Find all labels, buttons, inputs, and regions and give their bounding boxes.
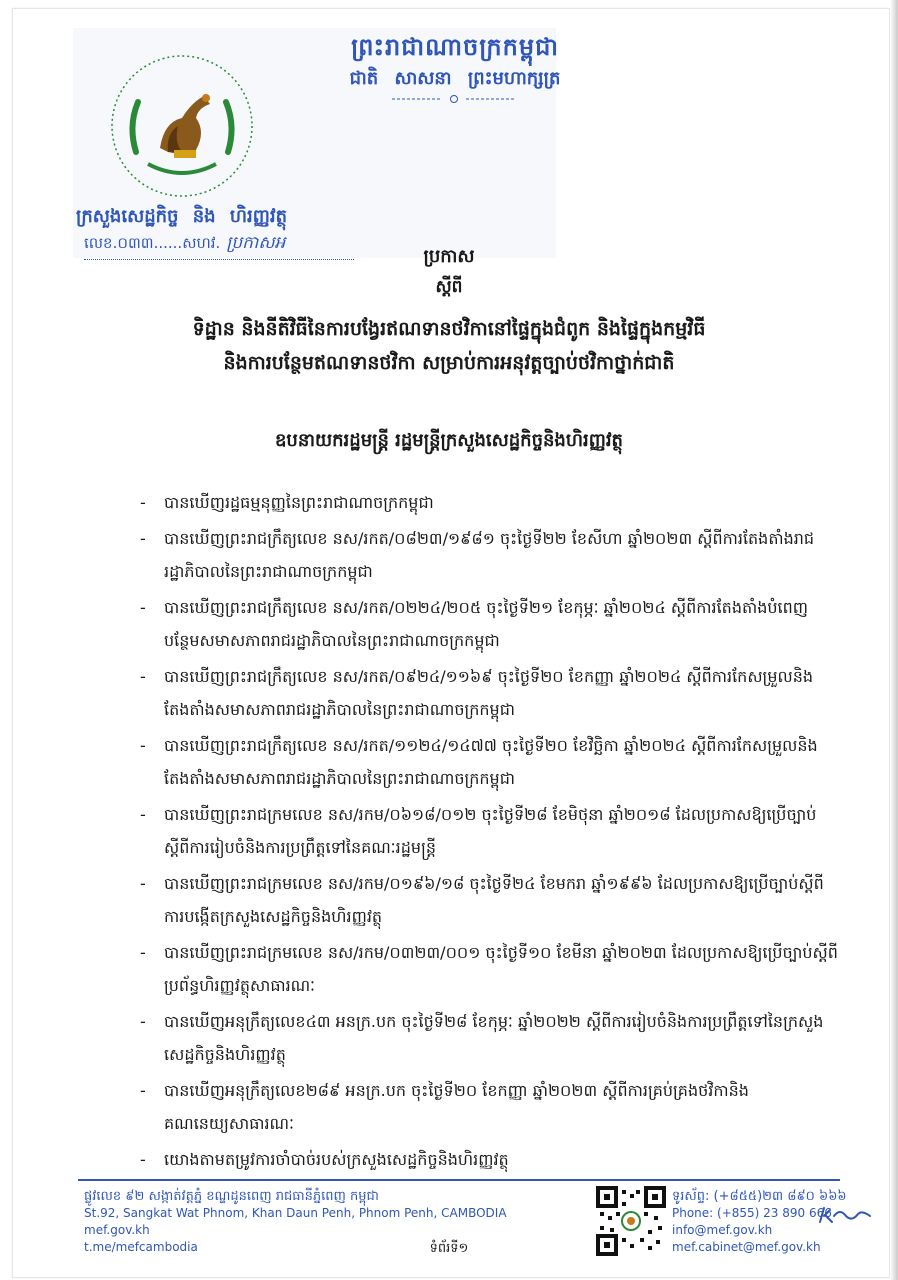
telegram-link[interactable]: t.me/mefcambodia <box>84 1240 198 1254</box>
list-item: - បានឃើញព្រះរាជក្រឹត្យលេខ នស/រកត/០៩២៤/១១៦៩ ចុះថ្ងៃទី២០ ខែកញ្ញា ឆ្នាំ២០២៤ ស្តីពីការកែសម្រួលនិងតែងតាំងសមាសភាពរាជរដ្ឋាភិបាលនៃព្រះរាជាណាចក្រកម្ពុជា <box>140 667 814 719</box>
address-english: St.92, Sangkat Wat Phnom, Khan Daun Penh, Phnom Penh, CAMBODIA <box>84 1206 507 1220</box>
document-subject <box>60 312 838 380</box>
scan-shadow <box>890 0 898 1280</box>
kingdom-motto: ជាតិ សាសនា ព្រះមហាក្សត្រ <box>349 68 561 89</box>
regarding-label: ស្តីពី <box>435 277 463 297</box>
list-item: - បានឃើញរដ្ឋធម្មនុញ្ញនៃព្រះរាជាណាចក្រកម្ពុជា <box>140 493 434 512</box>
list-item: - បានឃើញព្រះរាជក្រឹត្យលេខ នស/រកត/០៨២៣/១៩៨១ ចុះថ្ងៃទី២២ ខែសីហា ឆ្នាំ២០២៣ ស្តីពីការតែងតាំងរាជរដ្ឋាភិបាលនៃព្រះរាជាណាចក្រកម្ពុជា <box>140 529 815 581</box>
kingdom-title: ព្រះរាជាណាចក្រកម្ពុជា <box>351 33 559 61</box>
ornament-divider <box>392 94 516 104</box>
phone-english: Phone: (+855) 23 890 666 <box>672 1206 832 1220</box>
email-info-link[interactable]: info@mef.gov.kh <box>672 1223 773 1237</box>
list-item: - យោងតាមតម្រូវការចាំបាច់របស់ក្រសួងសេដ្ឋកិច្ចនិងហិរញ្ញវត្ថុ <box>140 1150 509 1169</box>
list-item: - បានឃើញអនុក្រឹត្យលេខ៤៣ អនក្រ.បក ចុះថ្ងៃទី២៨ ខែកុម្ភៈ ឆ្នាំ២០២២ ស្តីពីការរៀបចំនិងការប្រព្រឹត្តទៅនៃក្រសួងសេដ្ឋកិច្ចនិងហិរញ្ញវត្ថុ <box>140 1012 824 1064</box>
handwritten-initial-icon <box>818 1204 872 1226</box>
reference-label: លេខ.០៣៣......សហវ. <box>84 234 221 252</box>
subject-line: និងការបន្ថែមឥណទានថវិកា សម្រាប់ការអនុវត្តច្បាប់ថវិកាថ្នាក់ជាតិ <box>223 352 675 374</box>
list-item: - បានឃើញព្រះរាជក្រមលេខ នស/រកម/០៦១៨/០១២ ចុះថ្ងៃទី២៨ ខែមិថុនា ឆ្នាំ២០១៨ ដែលប្រកាសឱ្យប្រើច្បាប់ស្តីពីការរៀបចំនិងការប្រព្រឹត្តទៅនៃគណៈរដ្ឋមន្ត្រី <box>140 805 817 857</box>
website-link[interactable]: mef.gov.kh <box>84 1223 150 1237</box>
list-item: - បានឃើញព្រះរាជក្រឹត្យលេខ នស/រកត/០២២៤/២០៥ ចុះថ្ងៃទី២១ ខែកុម្ភៈ ឆ្នាំ២០២៤ ស្តីពីការតែងតាំងបំពេញបន្ថែមសមាសភាពរាជរដ្ឋាភិបាលនៃព្រះរាជាណាចក្រកម្ពុជា <box>140 598 808 650</box>
signatory-title: ឧបនាយករដ្ឋមន្ត្រី រដ្ឋមន្ត្រីក្រសួងសេដ្ឋកិច្ចនិងហិរញ្ញវត្ថុ <box>275 430 623 451</box>
page-number: ទំព័រទី១ <box>429 1241 469 1256</box>
phone-khmer: ទូរស័ព្ទ: (+៨៥៥)២៣ ៨៩០ ៦៦៦ <box>672 1189 847 1204</box>
address-khmer: ផ្លូវលេខ ៩២ សង្កាត់វត្តភ្នំ ខណ្ឌដូនពេញ រាជធានីភ្នំពេញ កម្ពុជា <box>84 1189 379 1204</box>
ministry-logo <box>108 52 256 200</box>
considerations-list <box>140 486 840 1179</box>
list-item: - បានឃើញអនុក្រឹត្យលេខ២៨៩ អនក្រ.បក ចុះថ្ងៃទី២០ ខែកញ្ញា ឆ្នាំ២០២៣ ស្តីពីការគ្រប់គ្រងថវិកានិងគណនេយ្យសាធារណៈ <box>140 1081 749 1133</box>
list-item: - បានឃើញព្រះរាជក្រឹត្យលេខ នស/រកត/១១២៤/១៤៧៧ ចុះថ្ងៃទី២០ ខែវិច្ឆិកា ឆ្នាំ២០២៤ ស្តីពីការកែសម្រួលនិងតែងតាំងសមាសភាពរាជរដ្ឋាភិបាលនៃព្រះរាជាណាចក្រកម្ពុជា <box>140 736 818 788</box>
email-cabinet-link[interactable]: mef.cabinet@mef.gov.kh <box>672 1240 821 1254</box>
footer-divider <box>78 1179 840 1181</box>
ministry-name: ក្រសួងសេដ្ឋកិច្ច និង ហិរញ្ញវត្ថុ <box>76 206 287 227</box>
list-item: - បានឃើញព្រះរាជក្រមលេខ នស/រកម/០៣២៣/០០១ ចុះថ្ងៃទី១០ ខែមីនា ឆ្នាំ២០២៣ ដែលប្រកាសឱ្យប្រើច្បាប់ស្តីពីប្រព័ន្ធហិរញ្ញវត្ថុសាធារណៈ <box>140 943 838 995</box>
document-type: ប្រកាស <box>423 246 475 267</box>
reference-handwriting: ប្រកាសអ <box>226 233 286 253</box>
subject-line: ទិដ្ឋាន និងនីតិវិធីនៃការបង្វែរឥណទានថវិកានៅផ្ទៃក្នុងជំពូក និងផ្ទៃក្នុងកម្មវិធី <box>192 318 706 340</box>
list-item: - បានឃើញព្រះរាជក្រមលេខ នស/រកម/០១៩៦/១៨ ចុះថ្ងៃទី២៤ ខែមករា ឆ្នាំ១៩៩៦ ដែលប្រកាសឱ្យប្រើច្បាប់ស្តីពីការបង្កើតក្រសួងសេដ្ឋកិច្ចនិងហិរញ្ញវត្ថុ <box>140 874 824 926</box>
